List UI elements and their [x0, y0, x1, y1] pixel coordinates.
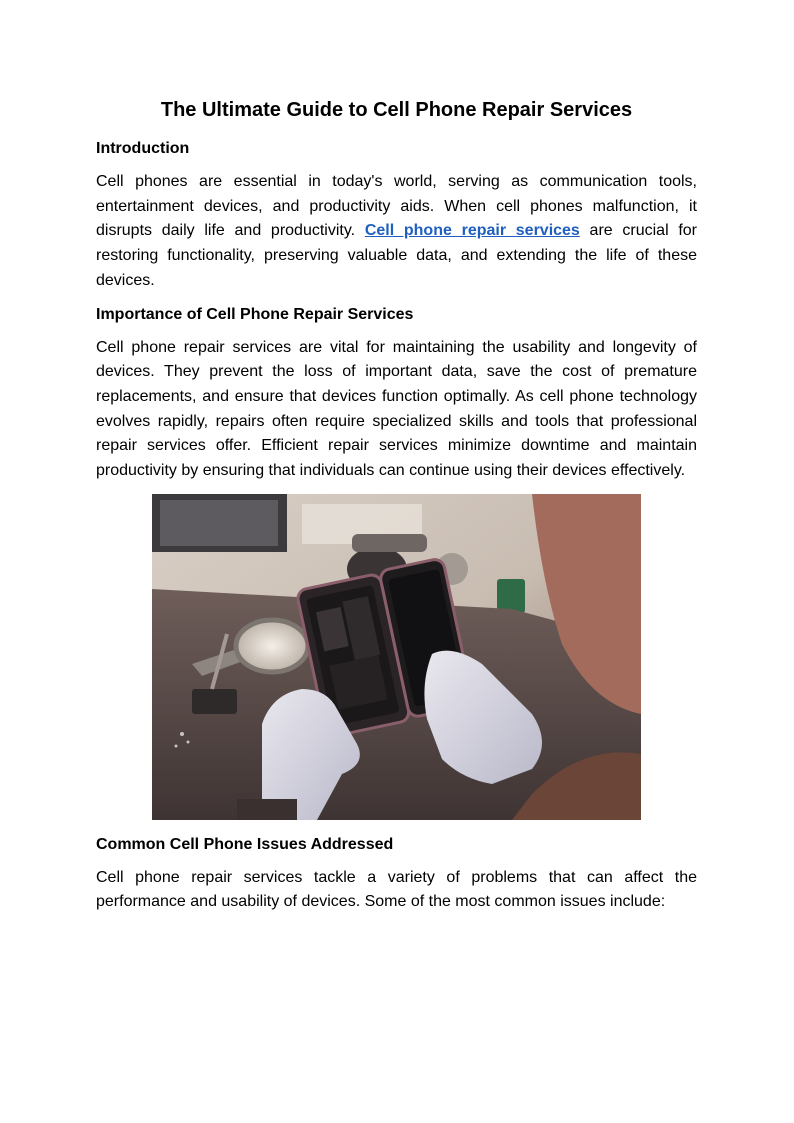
document-title: The Ultimate Guide to Cell Phone Repair Services — [160, 99, 633, 121]
paragraph-introduction — [96, 170, 697, 294]
repair-services-link[interactable]: Cell phone repair services — [364, 222, 580, 240]
paragraph-common-issues: Cell phone repair services tackle a variety of problems that can affect the performance and usability of devices. Some of the most common issues include: — [96, 868, 697, 911]
intro-text-before-link: Cell phones are essential in today's world, serving as communication tools, entertainment devices, and productivity aids. When cell phones malfunction, it disrupts daily life and productivity. — [96, 173, 697, 240]
document-page — [96, 96, 697, 925]
heading-introduction: Introduction — [96, 140, 190, 157]
heading-importance: Importance of Cell Phone Repair Services — [96, 305, 414, 323]
intro-text-after-link: are crucial for restoring functionality, preserving valuable data, and extending the life of these devices. — [96, 222, 698, 289]
heading-common-issues: Common Cell Phone Issues Addressed — [96, 835, 394, 853]
repair-photo — [152, 494, 641, 820]
paragraph-importance: Cell phone repair services are vital for maintaining the usability and longevity of devices. They prevent the loss of important data, save the cost of premature replacements, and ensure that devices function optimally. As cell phone technology evolves rapidly, repairs often require specialized skills and tools that professional repair services offer. Efficient repair services minimize downtime and maintain productivity by ensuring that individuals can continue using their devices effectively. — [96, 338, 697, 480]
